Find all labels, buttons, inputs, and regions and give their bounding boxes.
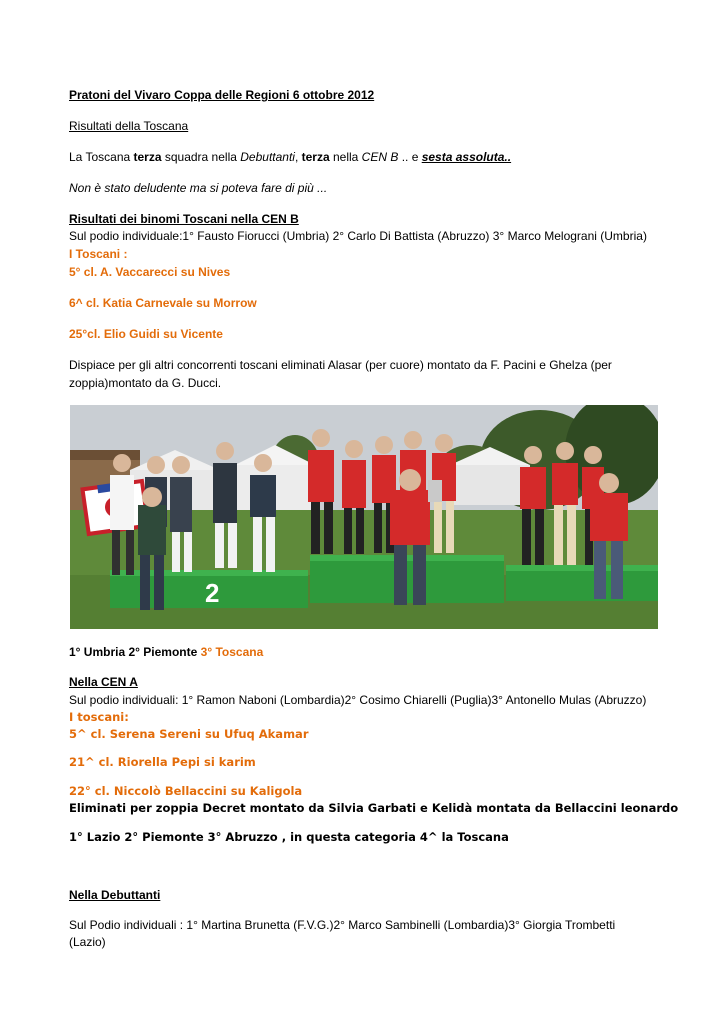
summary-prefix: La Toscana bbox=[69, 150, 134, 164]
cenb-result-2: 6^ cl. Katia Carnevale su Morrow bbox=[69, 296, 257, 310]
podium-number: 2 bbox=[205, 578, 220, 608]
summary-mid-3: .. e bbox=[398, 150, 422, 164]
cenb-team-prefix: 1° Umbria 2° Piemonte bbox=[69, 645, 201, 659]
cena-heading: Nella CEN A bbox=[69, 675, 138, 689]
summary-comma: , bbox=[294, 150, 302, 164]
summary-cenb: CEN B bbox=[361, 150, 399, 164]
podium-photo bbox=[70, 405, 658, 629]
cenb-team-result bbox=[69, 644, 263, 660]
cenb-result-3: 25°cl. Elio Guidi su Vicente bbox=[69, 327, 223, 341]
cenb-tuscans-label: I Toscani : bbox=[69, 247, 128, 261]
results-heading: Risultati della Toscana bbox=[69, 119, 189, 133]
debuttanti-heading: Nella Debuttanti bbox=[69, 888, 161, 902]
cenb-team-toscana: 3° Toscana bbox=[200, 645, 264, 659]
cenb-heading: Risultati dei binomi Toscani nella CEN B bbox=[69, 212, 299, 226]
cena-tuscans-label: I toscani: bbox=[69, 710, 129, 724]
cena-eliminated: Eliminati per zoppia Decret montato da Silvia Garbati e Kelidà montata da Bellaccini leonardo bbox=[69, 801, 679, 815]
summary-mid-1: squadra nella bbox=[161, 150, 241, 164]
summary-terza-1: terza bbox=[133, 150, 162, 164]
cena-result-3: 22° cl. Niccolò Bellaccini su Kaligola bbox=[69, 784, 303, 798]
cena-result-2: 21^ cl. Riorella Pepi si karim bbox=[69, 755, 256, 769]
cenb-podium: Sul podio individuale:1° Fausto Fiorucci (Umbria) 2° Carlo Di Battista (Abruzzo) 3° Marco Melograni (Umbria) bbox=[69, 229, 647, 243]
summary-sesta: sesta assoluta.. bbox=[421, 150, 512, 164]
debuttanti-podium-line-2: (Lazio) bbox=[69, 935, 106, 949]
summary-debuttanti: Debuttanti bbox=[240, 150, 295, 164]
cenb-regret-line-1: Dispiace per gli altri concorrenti toscani eliminati Alasar (per cuore) montato da F. Pacini e Ghelza (per bbox=[69, 358, 612, 372]
cenb-regret-line-2: zoppia)montato da G. Ducci. bbox=[69, 376, 222, 390]
cenb-result-1: 5° cl. A. Vaccarecci su Nives bbox=[69, 265, 231, 279]
summary-terza-2: terza bbox=[301, 150, 330, 164]
debuttanti-podium-line-1: Sul Podio individuali : 1° Martina Brunetta (F.V.G.)2° Marco Sambinelli (Lombardia)3° Giorgia Trombetti bbox=[69, 918, 616, 932]
summary-note: Non è stato deludente ma si poteva fare di più ... bbox=[69, 181, 328, 195]
summary-line bbox=[69, 149, 511, 165]
cena-podium: Sul podio individuali: 1° Ramon Naboni (Lombardia)2° Cosimo Chiarelli (Puglia)3° Antonello Mulas (Abruzzo) bbox=[69, 693, 647, 707]
cena-team-result: 1° Lazio 2° Piemonte 3° Abruzzo , in questa categoria 4^ la Toscana bbox=[69, 830, 509, 844]
cena-result-1: 5^ cl. Serena Sereni su Ufuq Akamar bbox=[69, 727, 309, 741]
summary-mid-2: nella bbox=[329, 150, 362, 164]
document-title: Pratoni del Vivaro Coppa delle Regioni 6 ottobre 2012 bbox=[69, 88, 375, 102]
